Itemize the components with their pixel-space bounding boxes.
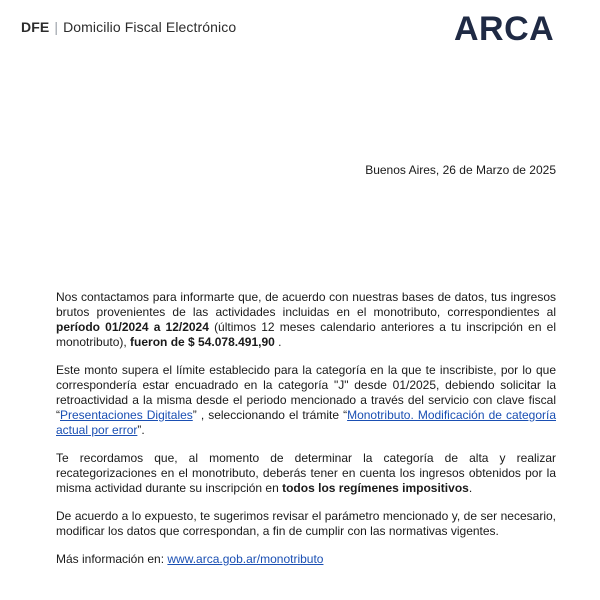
paragraph-suggestion	[56, 509, 556, 539]
p3-text-1: Te recordamos que, al momento de determinar la categoría de alta y realizar recategorizaciones en el monotributo, deberás tener en cuenta los ingresos obtenidos por la misma actividad durante su inscripción en	[56, 451, 556, 495]
paragraph-reminder	[56, 451, 556, 496]
monotributo-modificacion-link[interactable]: Monotributo. Modificación de categoría actual por error	[56, 408, 556, 437]
paragraph-category	[56, 363, 556, 438]
p1-period: período 01/2024 a 12/2024	[56, 320, 209, 334]
p5-text-1: Más información en:	[56, 552, 168, 566]
arca-logo: ARCA	[454, 10, 555, 48]
p1-text-2: (últimos 12 meses calendario anteriores a tu inscripción en el monotributo),	[56, 320, 556, 349]
p2-text-1: Este monto supera el límite establecido para la categoría en la que te inscribiste, por lo que correspondería estar encuadrado en la categoría "J" desde 01/2025, debiendo solicitar la retroactividad a la misma desde el periodo mencionado a través del servicio con clave fiscal “	[56, 363, 556, 422]
brand-separator: |	[54, 19, 59, 35]
brand-short: DFE	[21, 19, 50, 35]
presentaciones-digitales-link[interactable]: Presentaciones Digitales	[60, 408, 193, 422]
p2-text-2: ” , seleccionando el trámite “	[192, 408, 348, 422]
p3-regimes: todos los regímenes impositivos	[282, 481, 469, 495]
brand-long: Domicilio Fiscal Electrónico	[63, 19, 237, 35]
paragraph-income	[56, 290, 556, 350]
paragraph-more-info	[56, 552, 556, 567]
letter-date: Buenos Aires, 26 de Marzo de 2025	[365, 163, 556, 177]
p4-text-1: De acuerdo a lo expuesto, te sugerimos revisar el parámetro mencionado y, de ser necesario, modificar los datos que correspondan, a fin de cumplir con las normativas vigentes.	[56, 509, 556, 538]
p1-text-3: .	[274, 335, 282, 349]
letter-body	[56, 290, 556, 580]
arca-monotributo-link[interactable]: www.arca.gob.ar/monotributo	[167, 552, 324, 566]
p3-text-2: .	[468, 481, 473, 495]
p2-text-3: ”.	[137, 423, 145, 437]
dfe-brand	[21, 19, 236, 35]
page-header	[0, 0, 600, 60]
p1-amount: fueron de $ 54.078.491,90	[130, 335, 275, 349]
p1-text-1: Nos contactamos para informarte que, de acuerdo con nuestras bases de datos, tus ingresos brutos provenientes de las actividades incluidas en el monotributo, correspondientes al	[56, 290, 556, 319]
